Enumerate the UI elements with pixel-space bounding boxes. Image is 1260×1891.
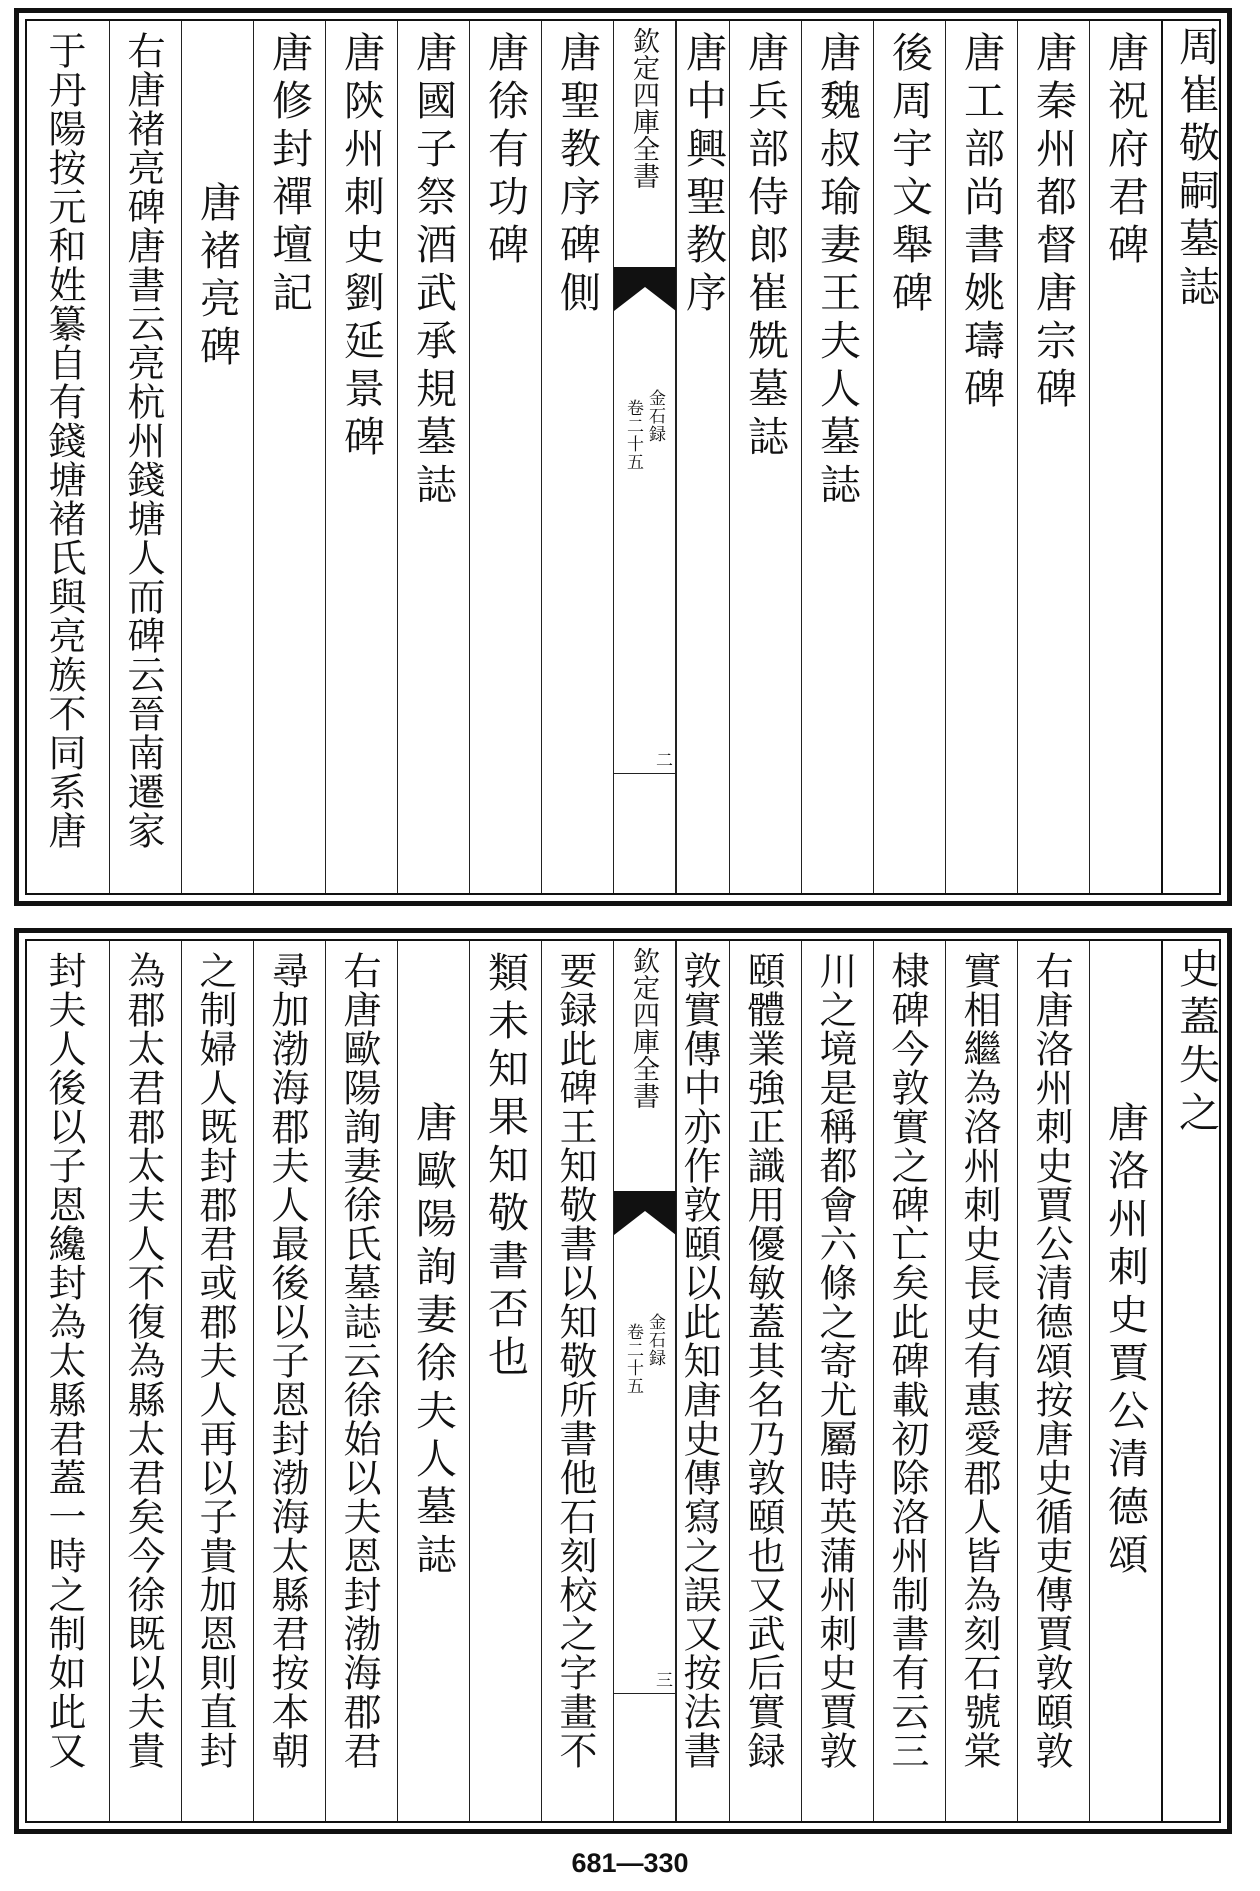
column-text: 封夫人後以子恩纔封為太縣君蓋一時之制如此又	[42, 951, 86, 1770]
column	[27, 21, 109, 893]
center-page-number: 二	[652, 751, 672, 768]
column-text: 唐秦州都督唐宗碑	[1029, 31, 1077, 415]
column-text: 頤體業強正識用優敏蓋其名乃敦頤也又武后實録	[741, 951, 785, 1770]
column-text: 為郡太君郡太夫人不復為縣太君矣今徐既以夫貴	[121, 951, 165, 1770]
column-text: 類未知果知敬書否也	[481, 951, 529, 1383]
column-text: 右唐洛州刺史賈公清德頌按唐史循吏傳賈敦頤敦	[1029, 951, 1073, 1770]
column-text: 唐國子祭酒武承規墓誌	[409, 31, 457, 511]
fish-tail-ornament	[614, 267, 676, 311]
column	[1161, 21, 1223, 893]
center-strip	[613, 941, 677, 1821]
column-text: 唐徐有功碑	[481, 31, 529, 271]
column	[873, 21, 946, 893]
column	[675, 21, 730, 893]
center-page-number: 三	[652, 1671, 672, 1688]
column	[27, 941, 109, 1821]
center-juan: 卷二十五	[623, 399, 643, 471]
column	[873, 941, 946, 1821]
column-text: 周崔敬嗣墓誌	[1172, 25, 1220, 313]
column	[109, 941, 182, 1821]
column	[469, 21, 542, 893]
column	[541, 21, 614, 893]
column-text: 右唐褚亮碑唐書云亮杭州錢塘人而碑云晉南遷家	[121, 31, 165, 850]
column	[181, 941, 254, 1821]
column-text: 尋加渤海郡夫人最後以子恩封渤海太縣君按本朝	[265, 951, 309, 1770]
column	[541, 941, 614, 1821]
column	[469, 941, 542, 1821]
column-text: 棣碑今敦實之碑亡矣此碑載初除洛州制書有云三	[885, 951, 929, 1770]
column-text: 唐修封禪壇記	[265, 31, 313, 319]
fish-tail-ornament	[614, 1191, 676, 1235]
column-text: 史蓋失之	[1172, 947, 1220, 1139]
column	[1161, 941, 1223, 1821]
center-book-name: 金石録	[645, 389, 665, 443]
column	[253, 941, 326, 1821]
column-text: 唐工部尚書姚璹碑	[957, 31, 1005, 415]
column-text: 唐洛州刺史賈公清德頌	[1101, 1101, 1149, 1581]
column-text: 敦實傳中亦作敦頤以此知唐史傳寫之誤又按法書	[677, 951, 721, 1770]
center-strip	[613, 21, 677, 893]
column	[253, 21, 326, 893]
column-text: 實相繼為洛州刺史長史有惠愛郡人皆為刻石號棠	[957, 951, 1001, 1770]
column-text: 右唐歐陽詢妻徐氏墓誌云徐始以夫恩封渤海郡君	[337, 951, 381, 1770]
top-page	[14, 8, 1232, 906]
column-text: 唐魏叔瑜妻王夫人墓誌	[813, 31, 861, 511]
column	[397, 941, 470, 1821]
column-text: 于丹陽按元和姓纂自有錢塘褚氏與亮族不同系唐	[42, 31, 86, 850]
column	[109, 21, 182, 893]
column-text: 唐歐陽詢妻徐夫人墓誌	[409, 1101, 457, 1581]
column	[1089, 941, 1162, 1821]
column-text: 後周宇文舉碑	[885, 31, 933, 319]
column	[675, 941, 730, 1821]
page-number-rule	[614, 773, 676, 774]
column	[1089, 21, 1162, 893]
center-juan: 卷二十五	[623, 1323, 643, 1395]
column	[1017, 941, 1090, 1821]
column	[325, 21, 398, 893]
center-title: 欽定四庫全書	[628, 27, 659, 189]
column	[945, 21, 1018, 893]
column	[801, 941, 874, 1821]
top-page-frame	[25, 19, 1221, 895]
column-text: 唐陝州刺史劉延景碑	[337, 31, 385, 463]
column-text: 要録此碑王知敬書以知敬所書他石刻校之字畫不	[553, 951, 597, 1770]
column	[801, 21, 874, 893]
page-footer-number: 681—330	[571, 1848, 689, 1878]
column-text: 唐聖教序碑側	[553, 31, 601, 319]
column-text: 之制婦人既封郡君或郡夫人再以子貴加恩則直封	[193, 951, 237, 1770]
column	[181, 21, 254, 893]
column	[729, 21, 802, 893]
column-text: 唐兵部侍郎崔兟墓誌	[741, 31, 789, 463]
column-text: 唐褚亮碑	[193, 181, 241, 373]
center-title: 欽定四庫全書	[628, 947, 659, 1109]
page-number-rule	[614, 1693, 676, 1694]
column-text: 唐祝府君碑	[1101, 31, 1149, 271]
column	[729, 941, 802, 1821]
column	[325, 941, 398, 1821]
column	[397, 21, 470, 893]
bottom-page	[14, 928, 1232, 1834]
column-text: 唐中興聖教序	[679, 31, 727, 319]
column	[945, 941, 1018, 1821]
bottom-page-frame	[25, 939, 1221, 1823]
column	[1017, 21, 1090, 893]
column-text: 川之境是稱都會六條之寄尤屬時英蒲州刺史賈敦	[813, 951, 857, 1770]
center-book-name: 金石録	[645, 1313, 665, 1367]
